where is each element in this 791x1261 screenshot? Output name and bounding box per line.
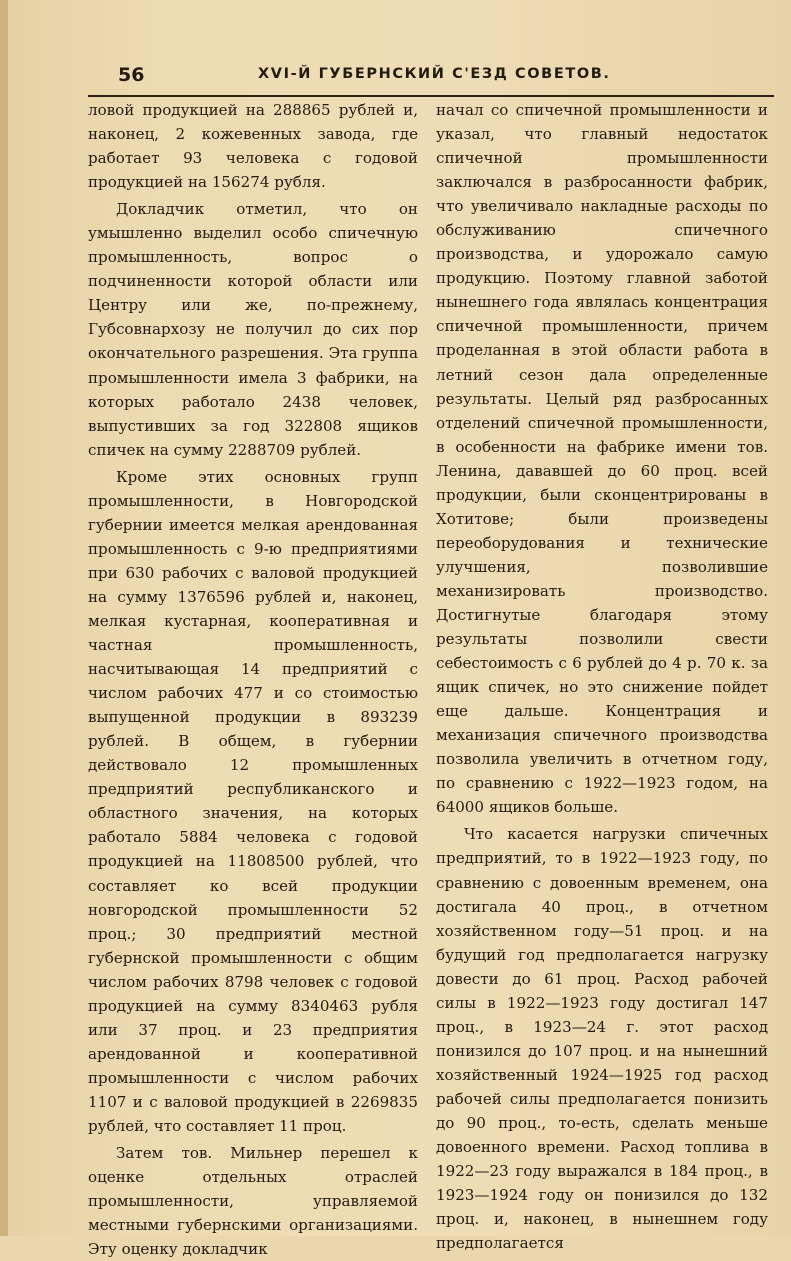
paragraph: ловой продукцией на 288865 рублей и, наконец, 2 кожевенных завода, где работает 93 человека с годовой продукцией на 156274 рубля. [88,101,418,192]
page-number: 56 [118,64,145,86]
paragraph: Кроме этих основных групп промышленности, в Новгородской губернии имеется мелкая арендованная промышленность с 9-ю предприятиями при 630 рабочих с валовой продукцией на сумму 1376596 рублей и, наконец, мелкая кустарная, кооперативная и частная промышленность, насчитывающая 14 предприятий с числом рабочих 477 и со стоимостью выпущенной продукции в 893239 рублей. В общем, в губернии действовало 12 промышленных предприятий республиканского и областного значения, на которых работало 5884 человека с годовой продукцией на 11808500 рублей, что составляет ко всей продукции новгородской промышленности 52 проц.; 30 предприятий местной губернской промышленности с общим числом рабочих 8798 человек с годовой продукцией на сумму 8340463 рубля или 37 проц. и 23 предприятия арендованной и кооперативной промышленности с числом рабочих 1107 и с валовой продукцией в 2269835 рублей, что составляет 11 проц. [88,467,418,1135]
paragraph: начал со спичечной промышленности и указал, что главный недостаток спичечной промышленности заключался в разбросанности фабрик, что увеличивало накладные расходы по обслуживанию спичечного производства, и удорожало самую продукцию. Поэтому главной заботой нынешнего года являлась концентрация спичечной промышленности, причем проделанная в этой области работа в летний сезон дала определенные результаты. Целый ряд разбросанных отделений спичечной промышленности, в особенности на фабрике имени тов. Ленина, дававшей до 60 проц. всей продукции, были сконцентрированы в Хотитове; были произведены переоборудования и технические улучшения, позволившие механизировать производство. Достигнутые благодаря этому результаты позволили свести себестоимость с 6 рублей до 4 р. 70 к. за ящик спичек, но это снижение пойдет еще дальше. Концентрация и механизация спичечного производства позволила увеличить в отчетном году, по сравнению с 1922—1923 годом, на 64000 ящиков больше. [436,101,768,817]
page-header [88,58,768,94]
header-rule [88,95,774,97]
running-title: XVI-Й ГУБЕРНСКИЙ С'ЕЗД СОВЕТОВ. [258,66,611,82]
paragraph: Докладчик отметил, что он умышленно выделил особо спичечную промышленность, вопрос о подчиненности которой области или Центру или же, по-прежнему, Губсовнархозу не получил до сих пор окончательного разрешения. Эта группа промышленности имела 3 фабрики, на которых работало 2438 человек, выпустивших за год 322808 ящиков спичек на сумму 2288709 рублей. [88,200,418,459]
page-edge [0,0,8,1236]
left-column [88,98,418,1261]
paragraph: Затем тов. Мильнер перешел к оценке отдельных отраслей промышленности, управляемой местными губернскими организациями. Эту оценку докладчик [88,1144,418,1259]
paragraph: Что касается нагрузки спичечных предприятий, то в 1922—1923 году, по сравнению с довоенным временем, она достигала 40 проц., в отчетном хозяйственном году—51 проц. и на будущий год предполагается нагрузку довести до 61 проц. Расход рабочей силы в 1922—1923 году достигал 147 проц., в 1923—24 г. этот расход понизился до 107 проц. и на нынешний хозяйственный 1924—1925 год расход рабочей силы предполагается понизить до 90 проц., то-есть, сделать меньше довоенного времени. Расход топлива в 1922—23 году выражался в 184 проц., в 1923—1924 году он понизился до 132 проц. и, наконец, в нынешнем году предполагается [436,825,768,1253]
right-column [436,98,768,1255]
